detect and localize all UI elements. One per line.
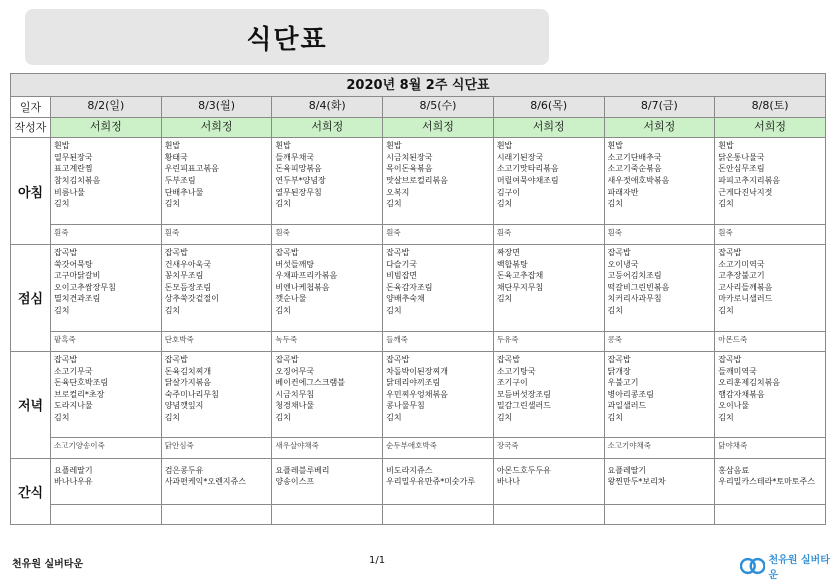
lunch-porridge-cell: [272, 331, 383, 351]
breakfast-cell: [493, 138, 604, 225]
menu-item: 김구이: [496, 187, 520, 197]
lunch-porridge-cell: [383, 331, 494, 351]
breakfast-porridge-cell: [383, 224, 494, 244]
menu-item: 우리밀우유만쥬*미숫가루: [386, 477, 476, 487]
menu-item: 김치: [54, 412, 70, 422]
porridge-item: 새우살야채죽: [275, 441, 319, 451]
menu-item: 김치: [275, 199, 291, 209]
lunch-cell: [715, 245, 826, 332]
date-cell: 8/6(목): [493, 97, 604, 117]
menu-item: 흰밥: [607, 141, 623, 151]
menu-item: 김치: [386, 412, 402, 422]
menu-item: 맛살브로컬리볶음: [386, 175, 448, 185]
menu-item: 소고기탕국: [496, 366, 536, 376]
menu-item: 열무된장무침: [275, 187, 322, 197]
snack-menu-list: [383, 459, 493, 488]
snack-menu-list: [51, 459, 161, 488]
author-cell: 서희정: [272, 117, 383, 137]
snack-label: 간식: [11, 458, 51, 524]
menu-item: 양송이스프: [275, 477, 315, 487]
menu-item: 떡갈비그린빈볶음: [607, 282, 670, 292]
menu-item: 김치: [496, 199, 513, 209]
date-cell: 8/7(금): [604, 97, 715, 117]
page-number: 1/1: [369, 555, 386, 566]
breakfast-cell: [272, 138, 383, 225]
menu-item: 숙주미나리무침: [164, 389, 219, 399]
dinner-porridge-cell: [51, 438, 162, 458]
snack-extra-cell: [604, 504, 715, 524]
breakfast-menu-list: [162, 138, 272, 210]
date-label: 일자: [11, 97, 51, 117]
date-cell: 8/8(토): [715, 97, 826, 117]
date-cell: 8/2(일): [51, 97, 162, 117]
dinner-menu-list: [272, 352, 382, 424]
menu-item: 양배추숙채: [386, 294, 425, 304]
porridge-item: 닭안심죽: [164, 441, 194, 451]
menu-item: 꽁치무조림: [164, 271, 204, 281]
menu-item: 짜장면: [496, 248, 520, 258]
title-banner: [25, 9, 549, 65]
menu-item: 도라지나물: [54, 401, 93, 411]
breakfast-cell: [715, 138, 826, 225]
menu-item: 멸치견과조림: [54, 294, 101, 304]
snack-menu-list: [605, 459, 715, 488]
author-cell: 서희정: [604, 117, 715, 137]
menu-item: 참치김치볶음: [54, 175, 101, 185]
menu-item: 근게다진낙지젓: [718, 187, 773, 197]
breakfast-porridge-cell: [161, 224, 272, 244]
menu-item: 김치: [164, 412, 181, 422]
menu-item: 시래기된장국: [496, 152, 544, 162]
porridge-item: 녹두죽: [275, 334, 298, 344]
menu-item: 브로컬리*초장: [54, 389, 105, 399]
breakfast-porridge-cell: [715, 224, 826, 244]
menu-item: 새우젓애호박볶음: [607, 175, 670, 185]
snack-cell: [715, 458, 826, 504]
porridge-item: 장국죽: [496, 441, 519, 451]
menu-item: 잡곡밥: [386, 248, 410, 258]
menu-item: 오징어무국: [275, 366, 315, 376]
menu-item: 우린피표고볶음: [164, 164, 219, 174]
porridge-item: 들깨죽: [386, 334, 408, 344]
breakfast-menu-list: [605, 138, 715, 210]
dinner-menu-list: [605, 352, 715, 424]
snack-cell: [383, 458, 494, 504]
menu-item: 잡곡밥: [607, 248, 631, 258]
menu-item: 사과편케익*오렌지쥬스: [164, 477, 246, 487]
menu-item: 머릴여묵야채조림: [496, 175, 559, 185]
porridge-item: 흰죽: [496, 227, 512, 237]
menu-item: 아몬드호두두유: [496, 465, 551, 475]
author-label: 작성자: [11, 117, 51, 137]
menu-item: 고등어김치조림: [607, 271, 662, 281]
menu-item: 비름나물: [54, 187, 85, 197]
menu-item: 단배추나물: [164, 187, 204, 197]
lunch-cell: [51, 245, 162, 332]
porridge-item: 콩죽: [607, 334, 623, 344]
snack-extra-row: [11, 504, 826, 524]
snack-menu-list: [494, 459, 604, 488]
snack-extra-cell: [161, 504, 272, 524]
menu-item: 시금치무침: [275, 389, 315, 399]
menu-item: 건새우아욱국: [164, 259, 212, 269]
dinner-menu-list: [715, 352, 825, 424]
menu-item: 요플레블루베리: [275, 465, 330, 475]
menu-item: 돈육피망볶음: [275, 164, 322, 174]
dinner-menu-list: [383, 352, 493, 424]
menu-item: 오복지: [386, 187, 410, 197]
menu-item: 닭살가지볶음: [164, 378, 212, 388]
menu-item: 김치: [164, 199, 181, 209]
dinner-porridge-cell: [493, 438, 604, 458]
menu-item: 양념깻잎지: [164, 401, 204, 411]
lunch-menu-list: [494, 245, 604, 305]
menu-item: 목이돈육볶음: [386, 164, 433, 174]
menu-item: 깻순나물: [275, 294, 307, 304]
snack-cell: [493, 458, 604, 504]
menu-item: 상추쑥갓겉절이: [164, 294, 219, 304]
logo-icon: [740, 557, 765, 575]
menu-item: 잡곡밥: [607, 354, 631, 364]
lunch-cell: [272, 245, 383, 332]
dinner-row: [11, 351, 826, 438]
dinner-cell: [493, 351, 604, 438]
menu-item: 잡곡밥: [54, 248, 78, 258]
porridge-item: 흰죽: [386, 227, 401, 237]
breakfast-porridge-cell: [272, 224, 383, 244]
menu-item: 검은콩두유: [164, 465, 204, 475]
menu-item: 김치: [275, 412, 291, 422]
menu-item: 닭데리야끼조림: [386, 378, 441, 388]
menu-item: 비빔잡면: [386, 271, 418, 281]
author-cell: 서희정: [51, 117, 162, 137]
snack-cell: [51, 458, 162, 504]
menu-item: 소고기단배추국: [607, 152, 662, 162]
menu-item: 우채파프리카볶음: [275, 271, 338, 281]
menu-item: 밀감그린샐러드: [496, 401, 551, 411]
menu-item: 왕찐만두*보리차: [607, 477, 666, 487]
menu-item: 잡곡밥: [275, 248, 299, 258]
menu-item: 김치: [718, 412, 734, 422]
week-title: 2020년 8월 2주 식단표: [11, 74, 826, 97]
date-cell: 8/5(수): [383, 97, 494, 117]
menu-item: 두부조림: [164, 175, 196, 185]
breakfast-menu-list: [51, 138, 161, 210]
menu-item: 고사리들깨볶음: [718, 282, 773, 292]
date-cell: 8/4(화): [272, 97, 383, 117]
dinner-menu-list: [162, 352, 272, 424]
breakfast-cell: [604, 138, 715, 225]
author-row: [11, 117, 826, 137]
porridge-item: 흰죽: [164, 227, 180, 237]
menu-item: 잡곡밥: [164, 248, 188, 258]
menu-item: 김치: [275, 305, 291, 315]
menu-item: 김치: [607, 305, 623, 315]
menu-item: 닭온통나물국: [718, 152, 765, 162]
author-cell: 서희정: [383, 117, 494, 137]
lunch-cell: [604, 245, 715, 332]
menu-item: 잡곡밥: [275, 354, 299, 364]
lunch-menu-list: [715, 245, 825, 317]
menu-item: 비도라지쥬스: [386, 465, 433, 475]
menu-item: 잡곡밥: [164, 354, 188, 364]
snack-extra-cell: [383, 504, 494, 524]
menu-item: 돈육단호박조림: [54, 378, 109, 388]
breakfast-porridge-cell: [51, 224, 162, 244]
menu-item: 오이냉국: [607, 259, 639, 269]
menu-item: 소고기무국: [54, 366, 93, 376]
lunch-menu-list: [605, 245, 715, 317]
breakfast-cell: [51, 138, 162, 225]
menu-item: 흰밥: [275, 141, 291, 151]
date-cell: 8/3(월): [161, 97, 272, 117]
menu-item: 잡곡밥: [386, 354, 410, 364]
footer-logo: [740, 551, 838, 581]
menu-item: 김치: [718, 305, 734, 315]
menu-item: 버섯들깨탕: [275, 259, 315, 269]
menu-item: 오이나물: [718, 401, 750, 411]
menu-item: 흰밥: [164, 141, 181, 151]
porridge-item: 흰죽: [54, 227, 69, 237]
dinner-porridge-cell: [161, 438, 272, 458]
menu-item: 흰밥: [386, 141, 402, 151]
logo-text: 천유원 실버타운: [768, 555, 830, 581]
porridge-item: 단호박죽: [164, 334, 194, 344]
menu-item: 잡곡밥: [496, 354, 520, 364]
menu-item: 오이고추쌈장무침: [54, 282, 116, 292]
menu-item: 김치: [607, 199, 623, 209]
menu-item: 파피고추지리볶음: [718, 175, 781, 185]
breakfast-cell: [161, 138, 272, 225]
snack-cell: [161, 458, 272, 504]
dinner-cell: [715, 351, 826, 438]
menu-item: 모듬버섯장조림: [496, 389, 551, 399]
menu-item: 요플레딸기: [607, 465, 647, 475]
snack-extra-cell: [493, 504, 604, 524]
porridge-item: 아몬드죽: [718, 334, 748, 344]
menu-item: 조기구이: [496, 378, 528, 388]
dinner-cell: [51, 351, 162, 438]
menu-item: 김치: [164, 305, 181, 315]
dinner-porridge-cell: [604, 438, 715, 458]
menu-item: 비엔나케첩볶음: [275, 282, 330, 292]
menu-item: 햄감자채볶음: [718, 389, 765, 399]
snack-extra-cell: [51, 504, 162, 524]
menu-item: 소고기죽순볶음: [607, 164, 662, 174]
dinner-label: 저녁: [11, 351, 51, 458]
menu-item: 소고기맛타리볶음: [496, 164, 559, 174]
menu-item: 다슬기국: [386, 259, 418, 269]
menu-item: 돈안심무조림: [718, 164, 765, 174]
menu-item: 돈육김치찌개: [164, 366, 212, 376]
dinner-porridge-cell: [383, 438, 494, 458]
dinner-porridge-cell: [272, 438, 383, 458]
menu-item: 베이컨에그스크램블: [275, 378, 345, 388]
lunch-porridge-cell: [493, 331, 604, 351]
lunch-label: 점심: [11, 245, 51, 352]
porridge-item: 두유죽: [496, 334, 519, 344]
breakfast-label: 아침: [11, 138, 51, 245]
lunch-porridge-cell: [161, 331, 272, 351]
menu-item: 돈육감자조림: [386, 282, 433, 292]
menu-item: 청경채나물: [275, 401, 315, 411]
lunch-menu-list: [383, 245, 493, 317]
porridge-item: 흰죽: [275, 227, 290, 237]
menu-item: 우리밀카스테라*토마토주스: [718, 477, 815, 487]
dinner-porridge-cell: [715, 438, 826, 458]
porridge-item: 순두부애호박죽: [386, 441, 437, 451]
dinner-menu-list: [494, 352, 604, 424]
porridge-item: 흰죽: [607, 227, 623, 237]
breakfast-menu-list: [494, 138, 604, 210]
menu-item: 치커리사과무침: [607, 294, 662, 304]
menu-item: 김치: [54, 305, 70, 315]
page-title: 식단표: [246, 24, 328, 55]
menu-item: 고구마닭갈비: [54, 271, 101, 281]
breakfast-menu-list: [383, 138, 493, 210]
snack-extra-cell: [272, 504, 383, 524]
breakfast-menu-list: [272, 138, 382, 210]
menu-item: 김치: [496, 412, 513, 422]
dinner-menu-list: [51, 352, 161, 424]
dinner-cell: [383, 351, 494, 438]
breakfast-cell: [383, 138, 494, 225]
dinner-porridge-row: [11, 438, 826, 458]
menu-item: 열무된장국: [54, 152, 93, 162]
footer-org: 천유원 실버타운: [12, 559, 84, 570]
lunch-cell: [161, 245, 272, 332]
lunch-row: [11, 245, 826, 332]
author-cell: 서희정: [493, 117, 604, 137]
porridge-item: 소고기야채죽: [607, 441, 651, 451]
menu-item: 우불고기: [607, 378, 639, 388]
menu-item: 시금치된장국: [386, 152, 433, 162]
menu-item: 김치: [386, 305, 402, 315]
menu-item: 쑥갓어묵탕: [54, 259, 93, 269]
menu-item: 파래자반: [607, 187, 639, 197]
menu-item: 백합볶탕: [496, 259, 528, 269]
menu-item: 마카로니샐러드: [718, 294, 773, 304]
menu-item: 오리훈제김치볶음: [718, 378, 781, 388]
menu-item: 김치: [718, 199, 734, 209]
menu-item: 흰밥: [718, 141, 734, 151]
snack-extra-cell: [715, 504, 826, 524]
menu-item: 채단무지무침: [496, 282, 544, 292]
menu-item: 소고기미역국: [718, 259, 765, 269]
menu-item: 연두부*양념장: [275, 175, 326, 185]
menu-item: 홍삼음료: [718, 465, 750, 475]
porridge-item: 팥흑죽: [54, 334, 76, 344]
dinner-cell: [161, 351, 272, 438]
breakfast-row: [11, 138, 826, 225]
menu-item: 잡곡밥: [718, 248, 742, 258]
breakfast-porridge-cell: [493, 224, 604, 244]
snack-menu-list: [715, 459, 825, 488]
lunch-cell: [383, 245, 494, 332]
snack-cell: [272, 458, 383, 504]
menu-item: 닭개장: [607, 366, 631, 376]
lunch-menu-list: [162, 245, 272, 317]
menu-item: 돈모듬장조림: [164, 282, 212, 292]
lunch-menu-list: [272, 245, 382, 317]
breakfast-porridge-cell: [604, 224, 715, 244]
menu-item: 들깨무채국: [275, 152, 315, 162]
author-cell: 서희정: [161, 117, 272, 137]
date-row: [11, 97, 826, 117]
menu-item: 흰밥: [54, 141, 70, 151]
menu-item: 병아리콩조림: [607, 389, 654, 399]
menu-item: 차돌박이된장찌개: [386, 366, 448, 376]
menu-item: 바나나: [496, 477, 520, 487]
menu-item: 돈육고추잡채: [496, 271, 544, 281]
menu-item: 김치: [54, 199, 70, 209]
menu-item: 잡곡밥: [718, 354, 742, 364]
week-title-row: [11, 74, 826, 97]
menu-item: 과일샐러드: [607, 401, 647, 411]
dinner-cell: [272, 351, 383, 438]
menu-item: 고추장불고기: [718, 271, 765, 281]
menu-item: 김치: [496, 294, 513, 304]
menu-item: 들깨미역국: [718, 366, 757, 376]
breakfast-porridge-row: [11, 224, 826, 244]
dinner-cell: [604, 351, 715, 438]
menu-item: 표고계란찜: [54, 164, 93, 174]
porridge-item: 닭야채죽: [718, 441, 748, 451]
menu-item: 요플레딸기: [54, 465, 93, 475]
snack-row: [11, 458, 826, 504]
snack-menu-list: [272, 459, 382, 488]
lunch-porridge-cell: [51, 331, 162, 351]
lunch-porridge-row: [11, 331, 826, 351]
menu-item: 바나나우유: [54, 477, 93, 487]
porridge-item: 소고기양송이죽: [54, 441, 105, 451]
snack-menu-list: [162, 459, 272, 488]
lunch-menu-list: [51, 245, 161, 317]
porridge-item: 흰죽: [718, 227, 733, 237]
menu-item: 김치: [386, 199, 402, 209]
menu-item: 흰밥: [496, 141, 513, 151]
menu-item: 잡곡밥: [54, 354, 78, 364]
breakfast-menu-list: [715, 138, 825, 210]
lunch-porridge-cell: [715, 331, 826, 351]
menu-item: 김치: [607, 412, 623, 422]
meal-table: [10, 73, 826, 525]
lunch-cell: [493, 245, 604, 332]
lunch-porridge-cell: [604, 331, 715, 351]
menu-item: 우민찌우엉채볶음: [386, 389, 448, 399]
menu-item: 황태국: [164, 152, 188, 162]
menu-item: 콩나물무침: [386, 401, 425, 411]
snack-cell: [604, 458, 715, 504]
author-cell: 서희정: [715, 117, 826, 137]
